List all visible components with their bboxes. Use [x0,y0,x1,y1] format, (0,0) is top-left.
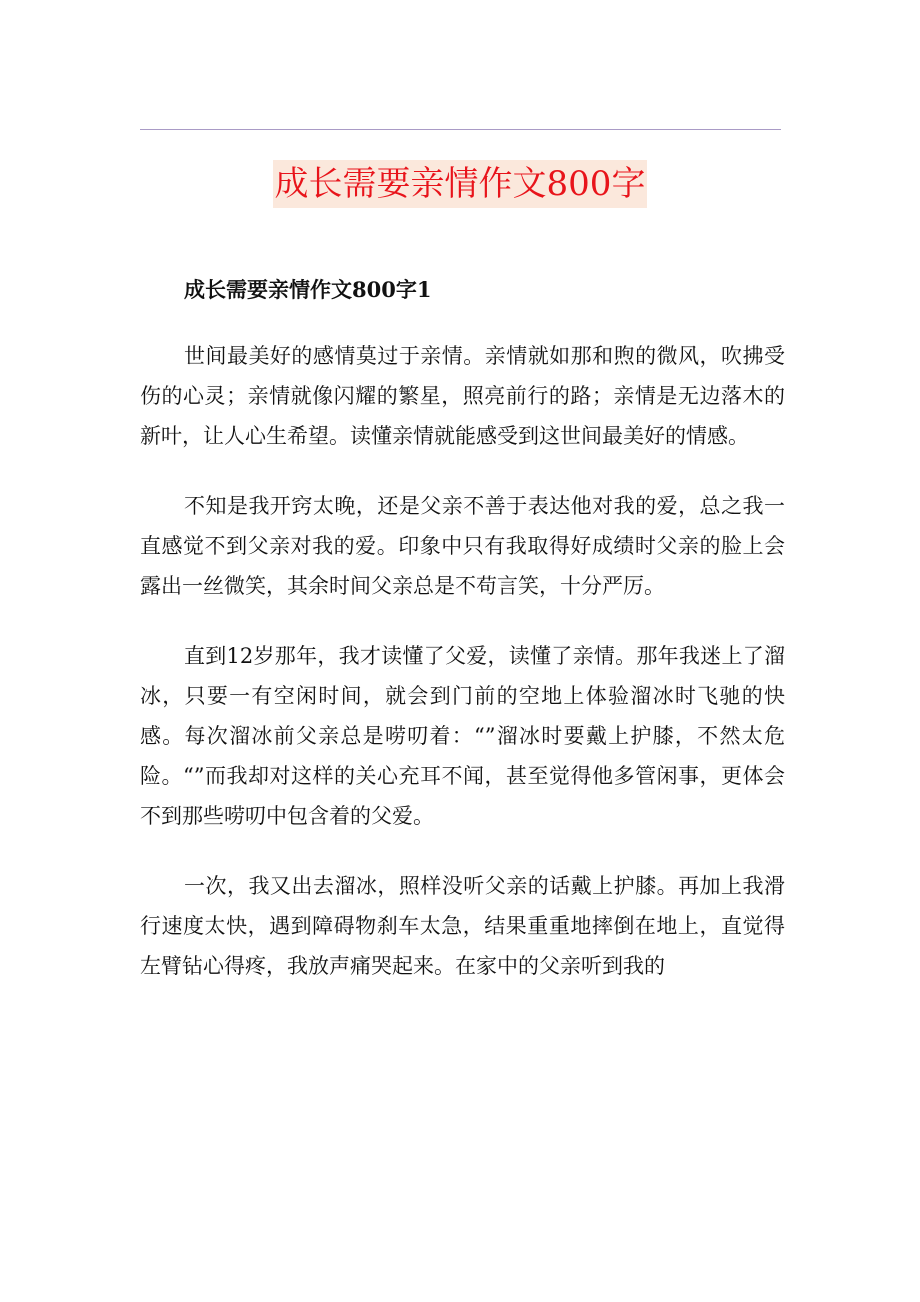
paragraph-3: 直到12岁那年，我才读懂了父爱，读懂了亲情。那年我迷上了溜冰，只要一有空闲时间，就会到门前的空地上体验溜冰时飞驰的快感。每次溜冰前父亲总是唠叨着：“”溜冰时要戴上护膝，不然太危险。“”而我却对这样的关心充耳不闻，甚至觉得他多管闲事，更体会不到那些唠叨中包含着的父爱。 [140,644,785,828]
section-heading: 成长需要亲情作文800字1 [184,277,432,302]
header-rule [140,129,781,130]
document-body [140,270,785,1016]
document-title: 成长需要亲情作文800字 [273,160,648,208]
paragraph-2: 不知是我开窍太晚，还是父亲不善于表达他对我的爱，总之我一直感觉不到父亲对我的爱。印象中只有我取得好成绩时父亲的脸上会露出一丝微笑，其余时间父亲总是不苟言笑，十分严厉。 [140,494,785,598]
paragraph-4: 一次，我又出去溜冰，照样没听父亲的话戴上护膝。再加上我滑行速度太快，遇到障碍物刹车太急，结果重重地摔倒在地上，直觉得左臂钻心得疼，我放声痛哭起来。在家中的父亲听到我的 [140,874,785,978]
title-container [0,160,920,208]
paragraph-1: 世间最美好的感情莫过于亲情。亲情就如那和煦的微风，吹拂受伤的心灵；亲情就像闪耀的繁星，照亮前行的路；亲情是无边落木的新叶，让人心生希望。读懂亲情就能感受到这世间最美好的情感。 [140,344,785,448]
